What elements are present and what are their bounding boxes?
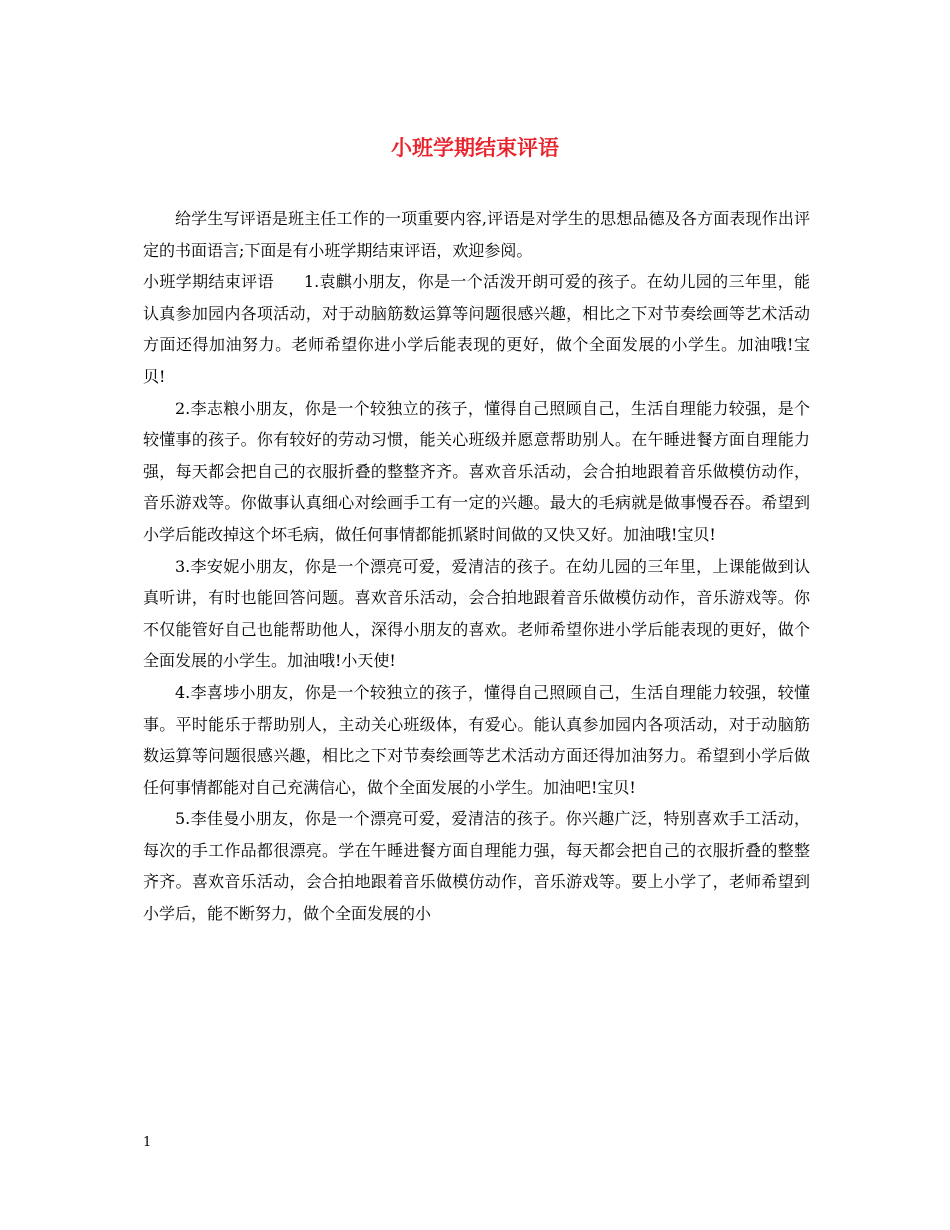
page-number: 1 — [143, 1135, 152, 1150]
comment-paragraph-1 — [143, 266, 810, 392]
page-title: 小班学期结束评语 — [391, 135, 559, 160]
comment-paragraph-4: 4.李喜埗小朋友，你是一个较独立的孩子，懂得自己照顾自己，生活自理能力较强，较懂事。平时能乐于帮助别人，主动关心班级体，有爱心。能认真参加园内各项活动，对于动脑筋数运算等问题很感兴趣，相比之下对节奏绘画等艺术活动方面还得加油努力。希望到小学后做任何事情都能对自己充满信心，做个全面发展的小学生。加油吧!宝贝! — [143, 682, 810, 797]
comment-paragraph-3: 3.李安妮小朋友，你是一个漂亮可爱，爱清洁的孩子。在幼儿园的三年里，上课能做到认真听讲，有时也能回答问题。喜欢音乐活动，会合拍地跟着音乐做模仿动作，音乐游戏等。你不仅能管好自己也能帮助他人，深得小朋友的喜欢。老师希望你进小学后能表现的更好，做个全面发展的小学生。加油哦!小天使! — [143, 556, 810, 671]
comment-text-1: 1.袁麒小朋友，你是一个活泼开朗可爱的孩子。在幼儿园的三年里，能认真参加园内各项活动，对于动脑筋数运算等问题很感兴趣，相比之下对节奏绘画等艺术活动方面还得加油努力。老师希望你进小学后能表现的更好，做个全面发展的小学生。加油哦!宝贝! — [143, 272, 810, 386]
comment-paragraph-5: 5.李佳曼小朋友，你是一个漂亮可爱，爱清洁的孩子。你兴趣广泛，特别喜欢手工活动，每次的手工作品都很漂亮。学在午睡进餐方面自理能力强，每天都会把自己的衣服折叠的整整齐齐。喜欢音乐活动，会合拍地跟着音乐做模仿动作，音乐游戏等。要上小学了，老师希望到小学后，能不断努力，做个全面发展的小 — [143, 809, 810, 924]
comment-paragraph-2: 2.李志粮小朋友，你是一个较独立的孩子，懂得自己照顾自己，生活自理能力较强，是个较懂事的孩子。你有较好的劳动习惯，能关心班级并愿意帮助别人。在午睡进餐方面自理能力强，每天都会把自己的衣服折叠的整整齐齐。喜欢音乐活动，会合拍地跟着音乐做模仿动作，音乐游戏等。你做事认真细心对绘画手工有一定的兴趣。最大的毛病就是做事慢吞吞。希望到小学后能改掉这个坏毛病，做任何事情都能抓紧时间做的又快又好。加油哦!宝贝! — [143, 398, 810, 544]
section-label: 小班学期结束评语 — [143, 272, 274, 292]
intro-paragraph: 给学生写评语是班主任工作的一项重要内容,评语是对学生的思想品德及各方面表现作出评定的书面语言;下面是有小班学期结束评语，欢迎参阅。 — [143, 209, 810, 260]
document-body — [143, 203, 810, 930]
